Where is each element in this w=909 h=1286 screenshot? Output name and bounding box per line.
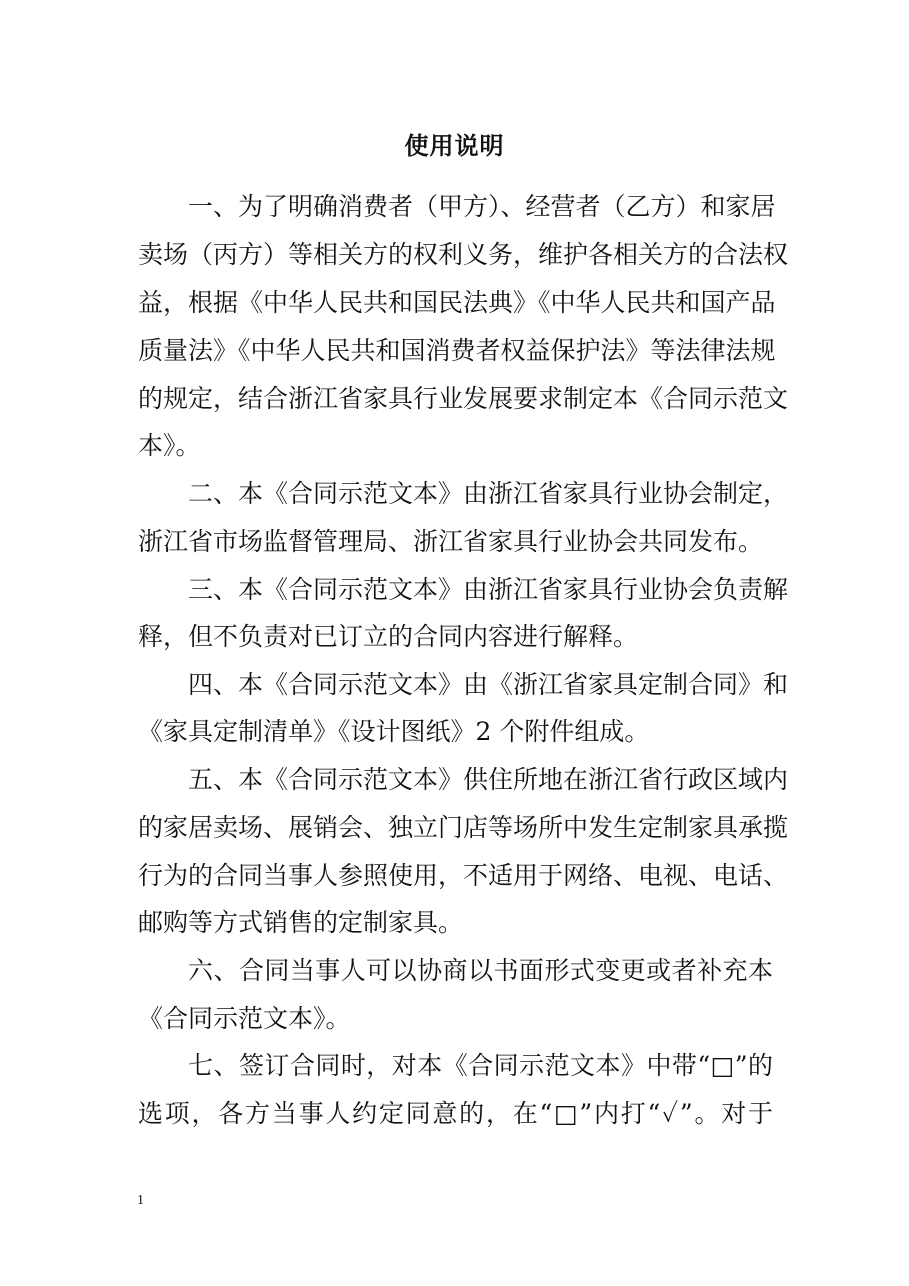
paragraph-1-line-3: 益，根据《中华人民共和国民法典》《中华人民共和国产品 <box>138 288 776 317</box>
paragraph-1-line-4: 质量法》《中华人民共和国消费者权益保护法》等法律法规 <box>138 336 776 365</box>
paragraph-3-line-2: 释，但不负责对已订立的合同内容进行解释。 <box>138 622 639 651</box>
paragraph-5-line-3: 行为的合同当事人参照使用，不适用于网络、电视、电话、 <box>138 861 789 890</box>
paragraph-1-line-6: 本》。 <box>138 431 201 460</box>
paragraph-5-line-1: 五、本《合同示范文本》供住所地在浙江省行政区域内 <box>188 765 789 794</box>
paragraph-2-line-2: 浙江省市场监督管理局、浙江省家具行业协会共同发布。 <box>138 527 764 556</box>
paragraph-7-line-2: 选项，各方当事人约定同意的，在“□”内打“✓”。对于 <box>138 1099 773 1128</box>
page-number: 1 <box>137 1193 144 1208</box>
paragraph-1-line-1: 一、为了明确消费者（甲方）、经营者（乙方）和家居 <box>188 192 776 221</box>
page-title: 使用说明 <box>404 132 505 160</box>
paragraph-5-line-4: 邮购等方式销售的定制家具。 <box>138 908 464 937</box>
paragraph-1-line-2: 卖场（丙方）等相关方的权利义务，维护各相关方的合法权 <box>138 240 789 269</box>
paragraph-1-line-5: 的规定，结合浙江省家具行业发展要求制定本《合同示范文 <box>138 384 789 413</box>
paragraph-4-line-2: 《家具定制清单》《设计图纸》2 个附件组成。 <box>138 717 650 746</box>
paragraph-6-line-2: 《合同示范文本》。 <box>138 1004 351 1033</box>
paragraph-2-line-1: 二、本《合同示范文本》由浙江省家具行业协会制定， <box>188 479 789 508</box>
paragraph-5-line-2: 的家居卖场、展销会、独立门店等场所中发生定制家具承揽 <box>138 813 789 842</box>
paragraph-4-line-1: 四、本《合同示范文本》由《浙江省家具定制合同》和 <box>188 670 789 699</box>
paragraph-3-line-1: 三、本《合同示范文本》由浙江省家具行业协会负责解 <box>188 575 789 604</box>
paragraph-6-line-1: 六、合同当事人可以协商以书面形式变更或者补充本 <box>188 956 773 985</box>
paragraph-7-line-1: 七、签订合同时，对本《合同示范文本》中带“□”的 <box>188 1051 773 1080</box>
